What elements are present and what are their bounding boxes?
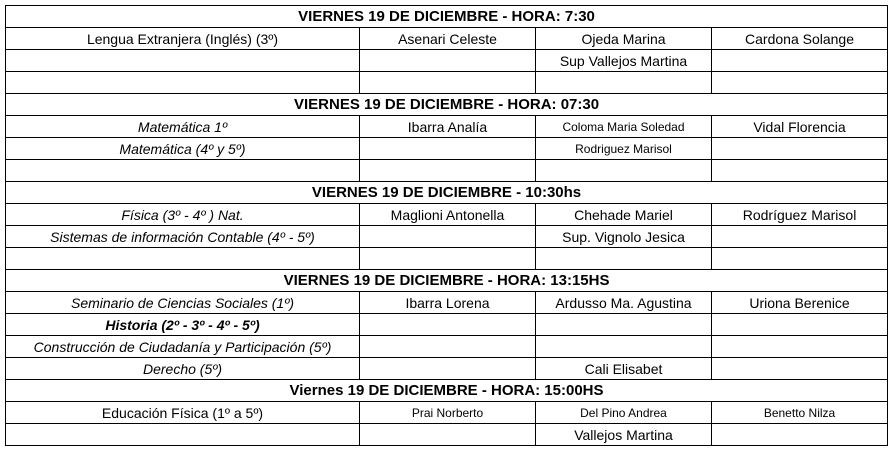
teacher-cell: Benetto Nilza bbox=[712, 402, 888, 424]
teacher-cell: Cardona Solange bbox=[712, 28, 888, 50]
table-row bbox=[6, 402, 888, 424]
teacher-cell bbox=[536, 336, 712, 358]
table-row bbox=[6, 248, 888, 270]
teacher-cell bbox=[712, 138, 888, 160]
table-row bbox=[6, 160, 888, 182]
teacher-cell: Del Pino Andrea bbox=[536, 402, 712, 424]
date-header: Viernes 19 DE DICIEMBRE - HORA: 15:00HS bbox=[6, 380, 888, 402]
subject-cell: Sistemas de información Contable (4º - 5º) bbox=[6, 226, 360, 248]
teacher-cell bbox=[360, 248, 536, 270]
teacher-cell: Vallejos Martina bbox=[536, 424, 712, 446]
subject-cell: Derecho (5º) bbox=[6, 358, 360, 380]
teacher-cell bbox=[712, 336, 888, 358]
date-header: VIERNES 19 DE DICIEMBRE - HORA: 7:30 bbox=[6, 6, 888, 28]
subject-cell: Matemática (4º y 5º) bbox=[6, 138, 360, 160]
teacher-cell bbox=[536, 314, 712, 336]
date-header: VIERNES 19 DE DICIEMBRE - 10:30hs bbox=[6, 182, 888, 204]
subject-cell bbox=[6, 50, 360, 72]
subject-cell: Construcción de Ciudadanía y Participación (5º) bbox=[6, 336, 360, 358]
teacher-cell bbox=[360, 138, 536, 160]
teacher-cell bbox=[712, 358, 888, 380]
subject-cell: Historia (2º - 3º - 4º - 5º) bbox=[6, 314, 360, 336]
teacher-cell bbox=[360, 160, 536, 182]
teacher-cell bbox=[360, 314, 536, 336]
teacher-cell bbox=[536, 160, 712, 182]
teacher-cell bbox=[360, 424, 536, 446]
teacher-cell bbox=[712, 314, 888, 336]
table-row bbox=[6, 50, 888, 72]
subject-cell bbox=[6, 160, 360, 182]
date-header: VIERNES 19 DE DICIEMBRE - HORA: 07:30 bbox=[6, 94, 888, 116]
teacher-cell: Ardusso Ma. Agustina bbox=[536, 292, 712, 314]
table-row bbox=[6, 116, 888, 138]
subject-cell bbox=[6, 248, 360, 270]
subject-cell: Matemática 1º bbox=[6, 116, 360, 138]
teacher-cell: Coloma Maria Soledad bbox=[536, 116, 712, 138]
table-row bbox=[6, 314, 888, 336]
date-header: VIERNES 19 DE DICIEMBRE - HORA: 13:15HS bbox=[6, 270, 888, 292]
teacher-cell: Prai Norberto bbox=[360, 402, 536, 424]
subject-cell: Lengua Extranjera (Inglés) (3º) bbox=[6, 28, 360, 50]
teacher-cell: Rodriguez Marisol bbox=[536, 138, 712, 160]
subject-cell: Educación Física (1º a 5º) bbox=[6, 402, 360, 424]
teacher-cell: Ibarra Analía bbox=[360, 116, 536, 138]
subject-cell: Física (3º - 4º ) Nat. bbox=[6, 204, 360, 226]
teacher-cell bbox=[712, 248, 888, 270]
teacher-cell bbox=[712, 160, 888, 182]
table-row bbox=[6, 72, 888, 94]
date-header-row bbox=[6, 94, 888, 116]
table-row bbox=[6, 424, 888, 446]
teacher-cell bbox=[360, 50, 536, 72]
teacher-cell: Vidal Florencia bbox=[712, 116, 888, 138]
teacher-cell: Ibarra Lorena bbox=[360, 292, 536, 314]
teacher-cell bbox=[360, 72, 536, 94]
table-row bbox=[6, 138, 888, 160]
exam-schedule-table bbox=[5, 5, 888, 446]
subject-cell: Seminario de Ciencias Sociales (1º) bbox=[6, 292, 360, 314]
date-header-row bbox=[6, 6, 888, 28]
teacher-cell: Asenari Celeste bbox=[360, 28, 536, 50]
teacher-cell: Ojeda Marina bbox=[536, 28, 712, 50]
teacher-cell: Sup. Vignolo Jesica bbox=[536, 226, 712, 248]
teacher-cell: Uriona Berenice bbox=[712, 292, 888, 314]
teacher-cell bbox=[712, 50, 888, 72]
teacher-cell bbox=[536, 248, 712, 270]
date-header-row bbox=[6, 270, 888, 292]
table-row bbox=[6, 28, 888, 50]
date-header-row bbox=[6, 182, 888, 204]
table-row bbox=[6, 292, 888, 314]
table-row bbox=[6, 336, 888, 358]
date-header-row bbox=[6, 380, 888, 402]
table-row bbox=[6, 226, 888, 248]
table-row bbox=[6, 358, 888, 380]
teacher-cell bbox=[712, 424, 888, 446]
teacher-cell: Rodríguez Marisol bbox=[712, 204, 888, 226]
table-row bbox=[6, 204, 888, 226]
teacher-cell bbox=[360, 226, 536, 248]
teacher-cell: Maglioni Antonella bbox=[360, 204, 536, 226]
teacher-cell: Sup Vallejos Martina bbox=[536, 50, 712, 72]
teacher-cell bbox=[360, 358, 536, 380]
teacher-cell bbox=[712, 72, 888, 94]
teacher-cell: Chehade Mariel bbox=[536, 204, 712, 226]
schedule-body bbox=[6, 6, 888, 446]
subject-cell bbox=[6, 424, 360, 446]
teacher-cell bbox=[536, 72, 712, 94]
subject-cell bbox=[6, 72, 360, 94]
teacher-cell bbox=[712, 226, 888, 248]
teacher-cell: Cali Elisabet bbox=[536, 358, 712, 380]
teacher-cell bbox=[360, 336, 536, 358]
